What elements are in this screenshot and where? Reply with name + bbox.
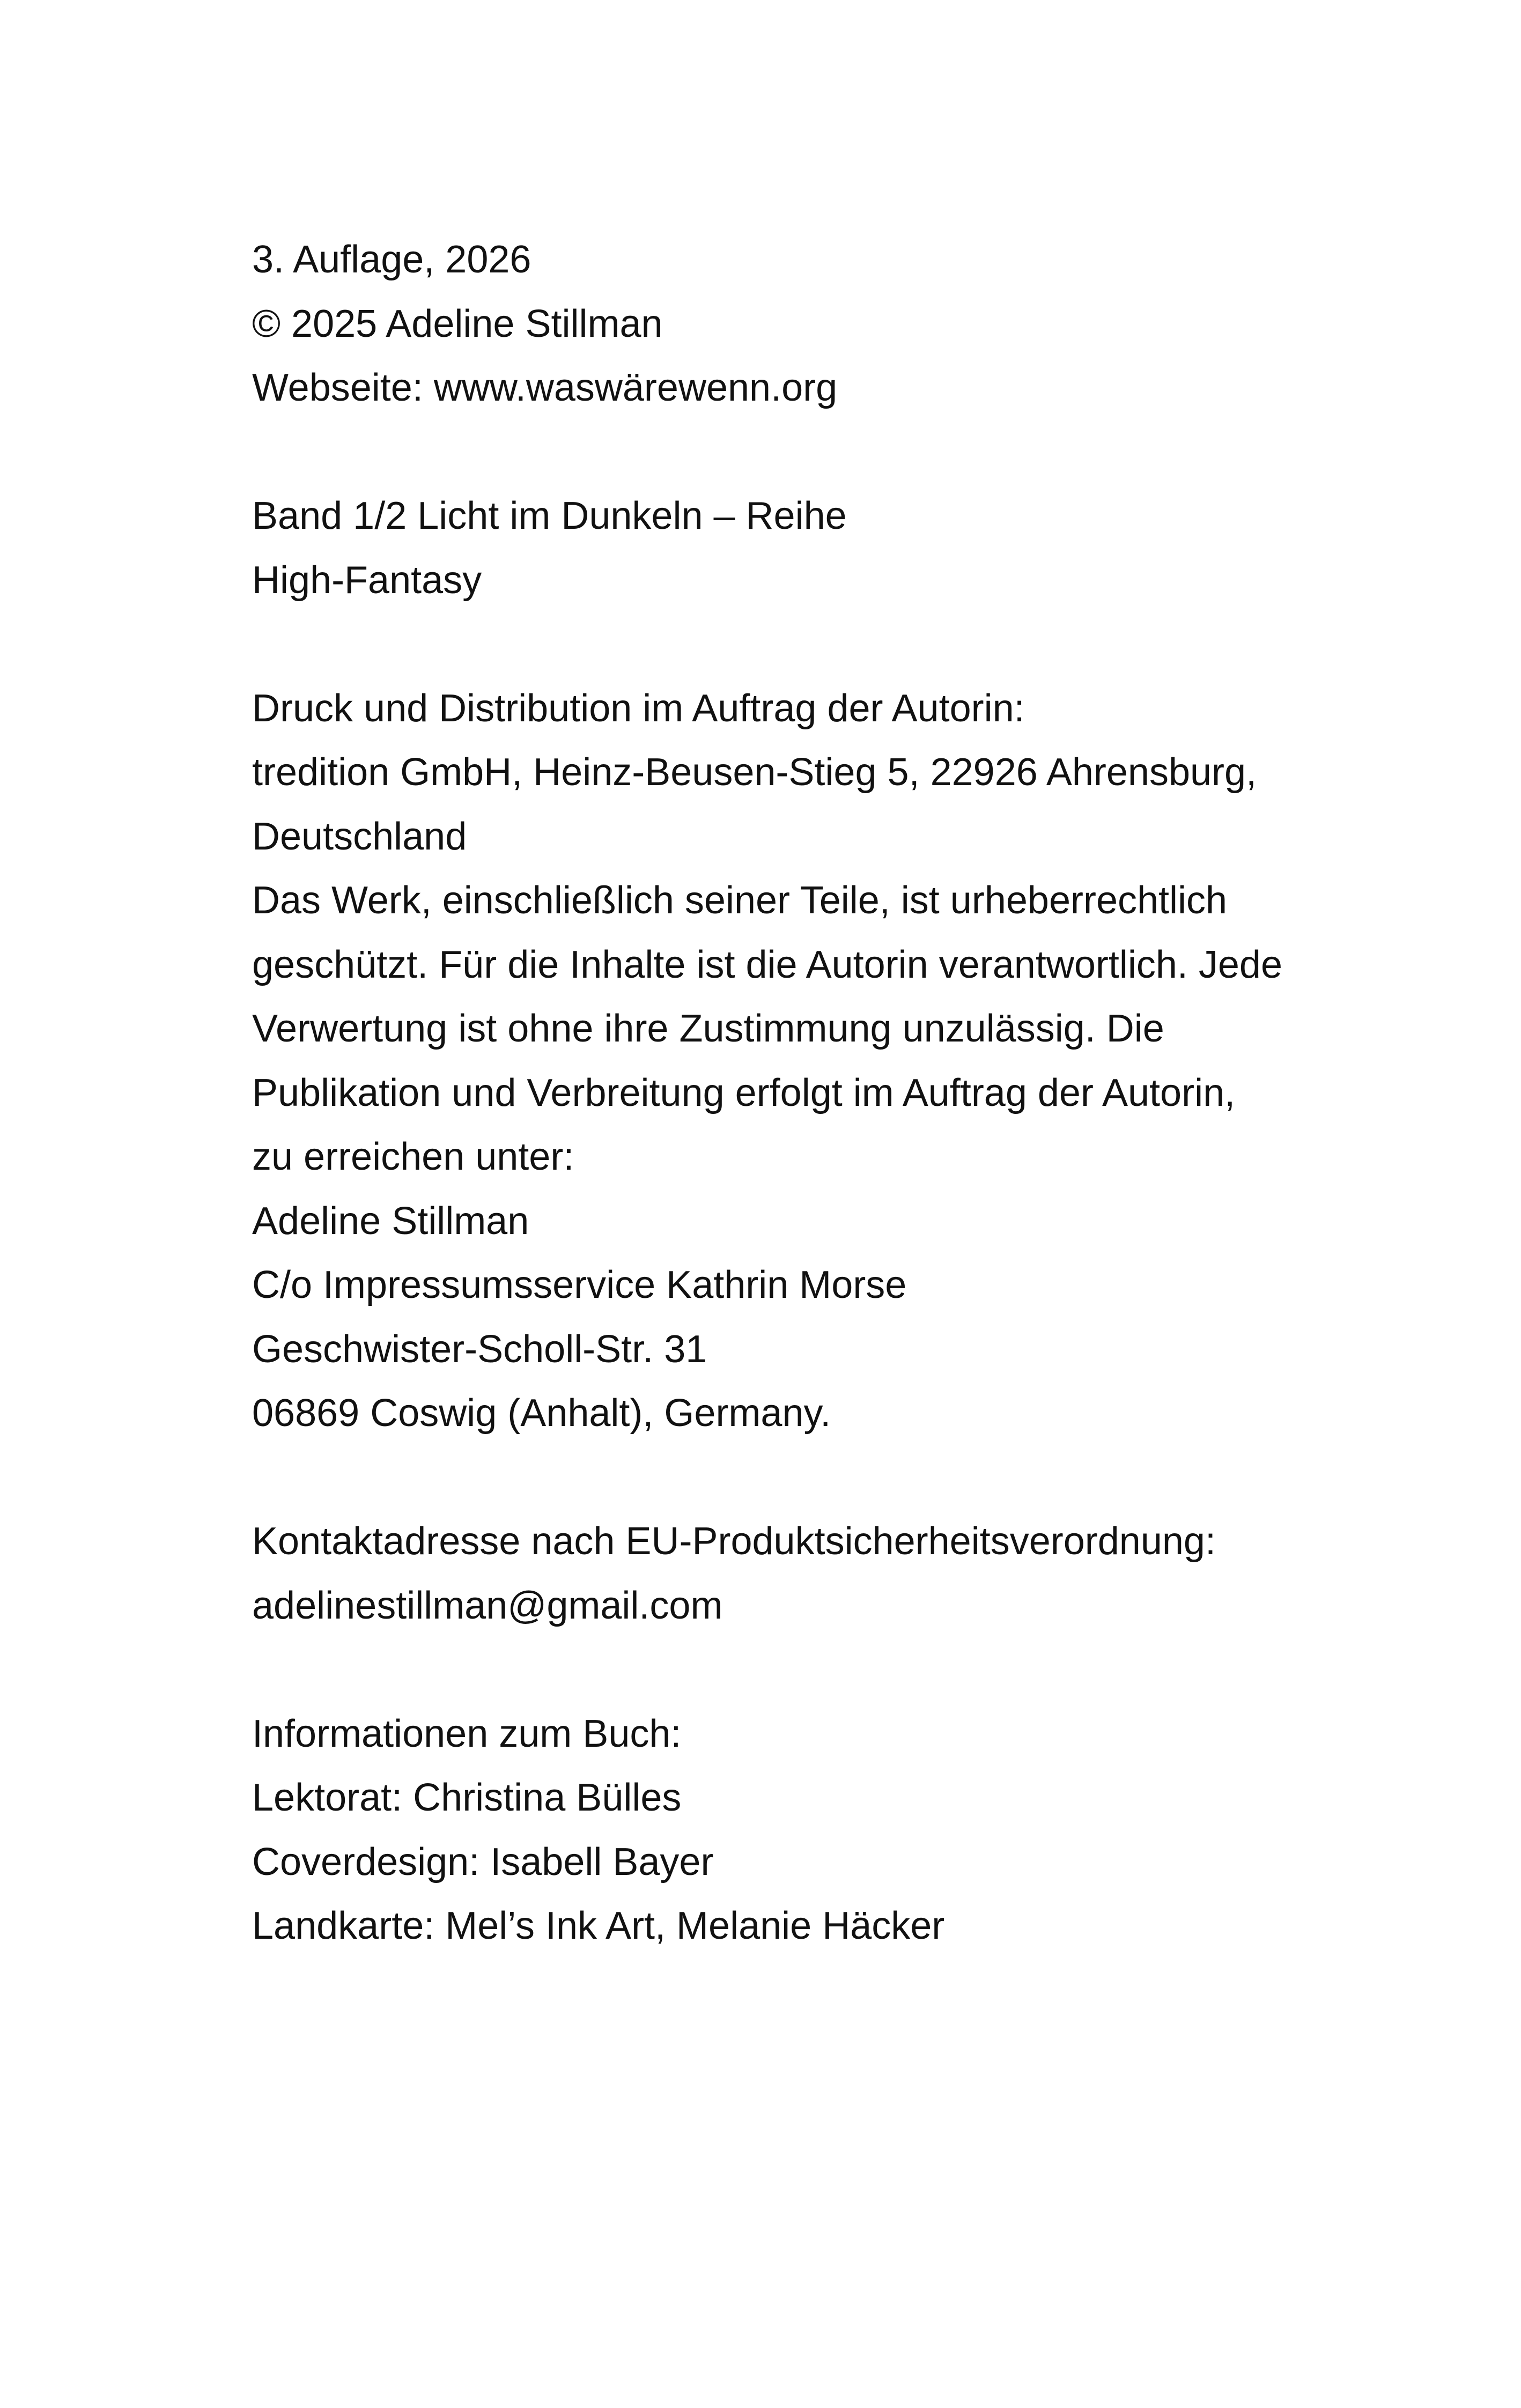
publisher-heading: Druck und Distribution im Auftrag der Autorin: — [252, 686, 1025, 730]
copyright-notice-line: geschützt. Für die Inhalte ist die Autorin verantwortlich. Jede — [252, 943, 1283, 986]
contact-block — [252, 1510, 1378, 1638]
copyright-notice-line: zu erreichen unter: — [252, 1135, 574, 1178]
imprint-page — [252, 228, 1378, 1959]
paragraph-gap — [252, 612, 1378, 677]
publisher-block — [252, 677, 1378, 1446]
contact-email: adelinestillman@gmail.com — [252, 1584, 723, 1627]
copyright-line: © 2025 Adeline Stillman — [252, 302, 663, 345]
editing-credit: Lektorat: Christina Bülles — [252, 1776, 682, 1819]
contact-heading: Kontaktadresse nach EU-Produktsicherheitsverordnung: — [252, 1520, 1216, 1563]
author-name-line: Adeline Stillman — [252, 1199, 529, 1243]
book-info-heading: Informationen zum Buch: — [252, 1712, 682, 1755]
copyright-notice-line: Publikation und Verbreitung erfolgt im Auftrag der Autorin, — [252, 1071, 1236, 1114]
map-credit: Landkarte: Mel’s Ink Art, Melanie Häcker — [252, 1904, 945, 1947]
publisher-address-line: tredition GmbH, Heinz-Beusen-Stieg 5, 22926 Ahrensburg, — [252, 751, 1257, 794]
genre-line: High-Fantasy — [252, 558, 482, 602]
paragraph-gap — [252, 1446, 1378, 1510]
series-block — [252, 484, 1378, 612]
edition-block — [252, 228, 1378, 420]
paragraph-gap — [252, 1638, 1378, 1702]
copyright-notice-line: Das Werk, einschließlich seiner Teile, ist urheberrechtlich — [252, 879, 1228, 922]
author-city-line: 06869 Coswig (Anhalt), Germany. — [252, 1392, 831, 1435]
publisher-country-line: Deutschland — [252, 815, 467, 858]
paragraph-gap — [252, 420, 1378, 485]
edition-line: 3. Auflage, 2026 — [252, 238, 531, 281]
author-street-line: Geschwister-Scholl-Str. 31 — [252, 1327, 707, 1371]
copyright-notice-line: Verwertung ist ohne ihre Zustimmung unzulässig. Die — [252, 1007, 1164, 1050]
website-line: Webseite: www.waswärewenn.org — [252, 366, 838, 409]
series-line: Band 1/2 Licht im Dunkeln – Reihe — [252, 494, 847, 537]
author-care-of-line: C/o Impressumsservice Kathrin Morse — [252, 1264, 907, 1306]
book-info-block — [252, 1702, 1378, 1959]
cover-design-credit: Coverdesign: Isabell Bayer — [252, 1840, 714, 1883]
